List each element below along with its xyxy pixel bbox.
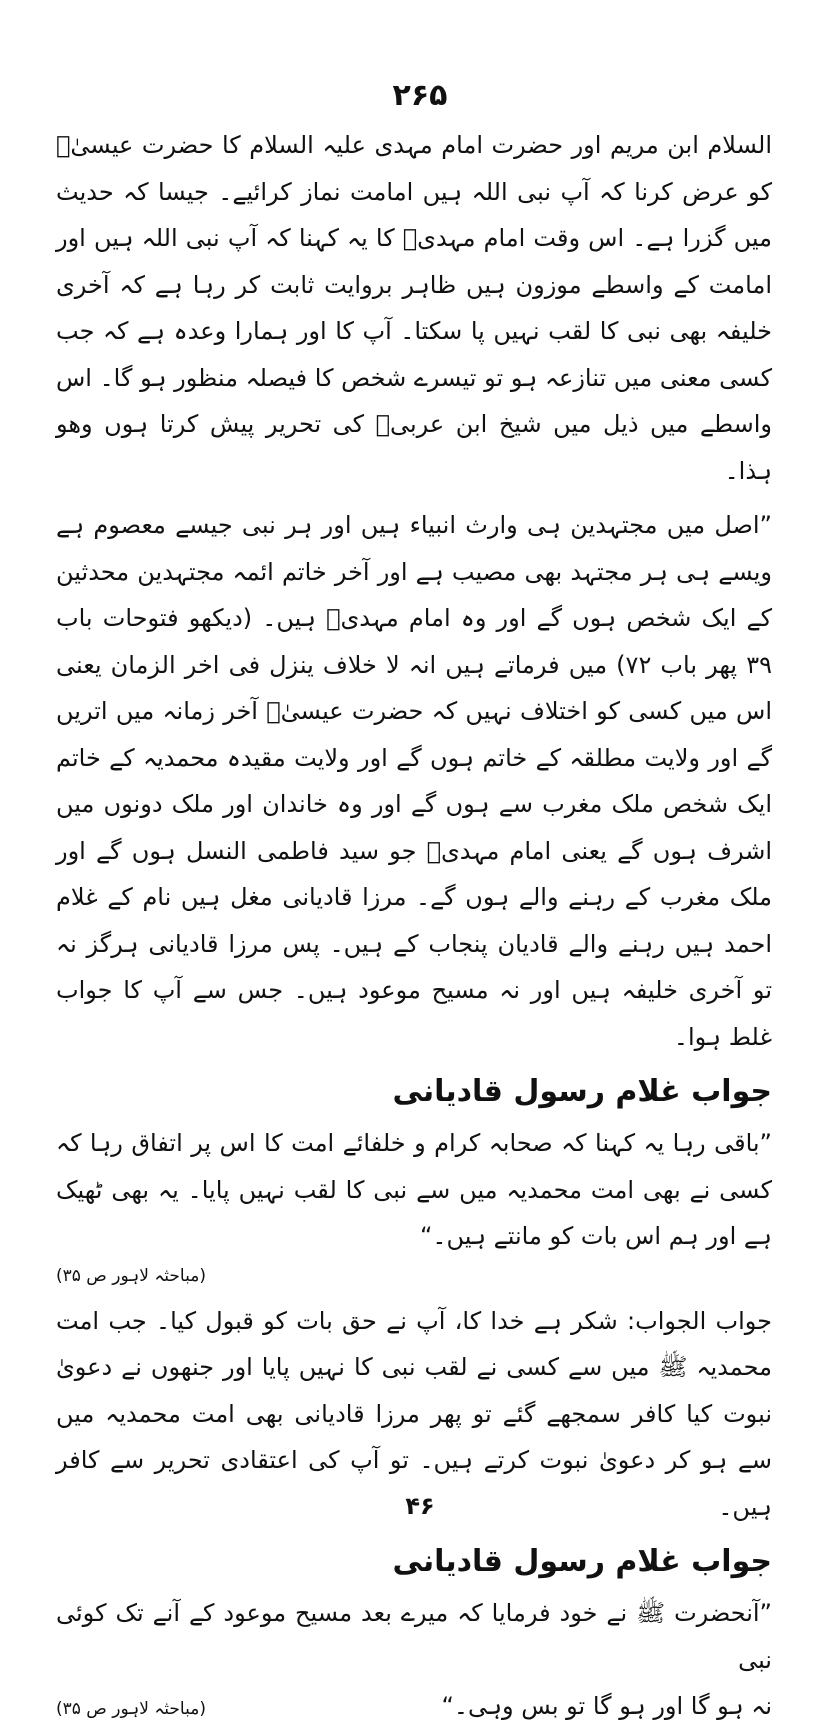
bottom-page-number: ۴۶ xyxy=(405,1492,435,1520)
ibn-arabi-quote: ”اصل میں مجتہدین ہی وارث انبیاء ہیں اور ہر نبی جیسے معصوم ہے ویسے ہی ہر مجتہد بھی مصیب ہے اور آخر خاتم ائمہ مجتہدین محدثین کے ایک شخص ہوں گے اور وہ امام مہدیؑ ہیں۔ (دیکھو فتوحات باب ۳۹ پھر باب ۷۲) میں فرماتے ہیں انہ لا خلاف ینزل فی اخر الزمان یعنی اس میں کسی کو اختلاف نہیں کہ حضرت عیسیٰؑ آخر زمانہ میں اتریں گے اور ولایت مطلقہ کے خاتم ہوں گے اور ولایت مقیدہ محمدیہ کے خاتم ایک شخص ملک مغرب سے ہوں گے اور وہ خاندان اور ملک دونوں میں اشرف ہوں گے یعنی امام مہدیؑ جو سید فاطمی النسل ہوں گے اور ملک مغرب کے رہنے والے ہوں گے۔ مرزا قادیانی مغل ہیں نام کے غلام احمد ہیں رہنے والے قادیان پنجاب کے ہیں۔ پس مرزا قادیانی ہرگز نہ تو آخری خلیفہ ہیں اور نہ مسیح موعود ہیں۔ جس سے آپ کا جواب غلط ہوا۔ xyxy=(56,511,772,1051)
reference-mubahisa-lahore-1: (مباحثہ لاہور ص ۳۵) xyxy=(56,1265,206,1286)
section-heading-qadiani-reply-1: جواب غلام رسول قادیانی xyxy=(392,1074,772,1109)
top-page-number: ۲۶۵ xyxy=(392,78,448,113)
rebuttal-paragraph: جواب الجواب: شکر ہے خدا کا، آپ نے حق بات کو قبول کیا۔ جب امت محمدیہ ﷺ میں سے کسی نے لقب نبی کا نہیں پایا اور جنھوں نے دعویٰ نبوت کیا کافر سمجھے گئے تو پھر مرزا قادیانی بھی امت محمدیہ میں سے ہو کر دعویٰ نبوت کرتے ہیں۔ تو آپ کی اعتقادی تحریر سے کافر ہیں۔ xyxy=(56,1306,772,1521)
qadiani-quote-1: ”باقی رہا یہ کہنا کہ صحابہ کرام و خلفائے امت کا اس پر اتفاق رہا کہ کسی نے بھی امت محمدیہ میں سے نبی کا لقب نہیں پایا۔ یہ بھی ٹھیک ہے اور ہم اس بات کو مانتے ہیں۔“ xyxy=(56,1129,772,1250)
qadiani-quote-2-line-2: نہ ہو گا اور ہو گا تو بس وہی۔“ xyxy=(441,1692,772,1720)
qadiani-quote-2-last-line-row xyxy=(56,1683,772,1733)
section-heading-qadiani-reply-2: جواب غلام رسول قادیانی xyxy=(392,1544,772,1579)
opening-paragraph: السلام ابن مریم اور حضرت امام مہدی علیہ السلام کا حضرت عیسیٰؑ کو عرض کرنا کہ آپ نبی اللہ ہیں امامت نماز کرائیے۔ جیسا کہ حدیث میں گزرا ہے۔ اس وقت امام مہدیؑ کا یہ کہنا کہ آپ نبی اللہ ہیں اور امامت کے واسطے موزون ہیں ظاہر بروایت ثابت کر رہا ہے کہ آخری خلیفہ بھی نبی کا لقب نہیں پا سکتا۔ آپ کا اور ہمارا وعدہ ہے کہ جب کسی معنی میں تنازعہ ہو تو تیسرے شخص کا فیصلہ منظور ہو گا۔ اس واسطے میں ذیل میں شیخ ابن عربیؒ کی تحریر پیش کرتا ہوں وھو ہذا۔ xyxy=(56,131,772,485)
page-body xyxy=(56,122,772,1733)
qadiani-quote-2-line-1: ”آنحضرت ﷺ نے خود فرمایا کہ میرے بعد مسیح موعود کے آنے تک کوئی نبی xyxy=(56,1599,772,1674)
reference-mubahisa-lahore-2: (مباحثہ لاہور ص ۳۵) xyxy=(56,1699,206,1719)
